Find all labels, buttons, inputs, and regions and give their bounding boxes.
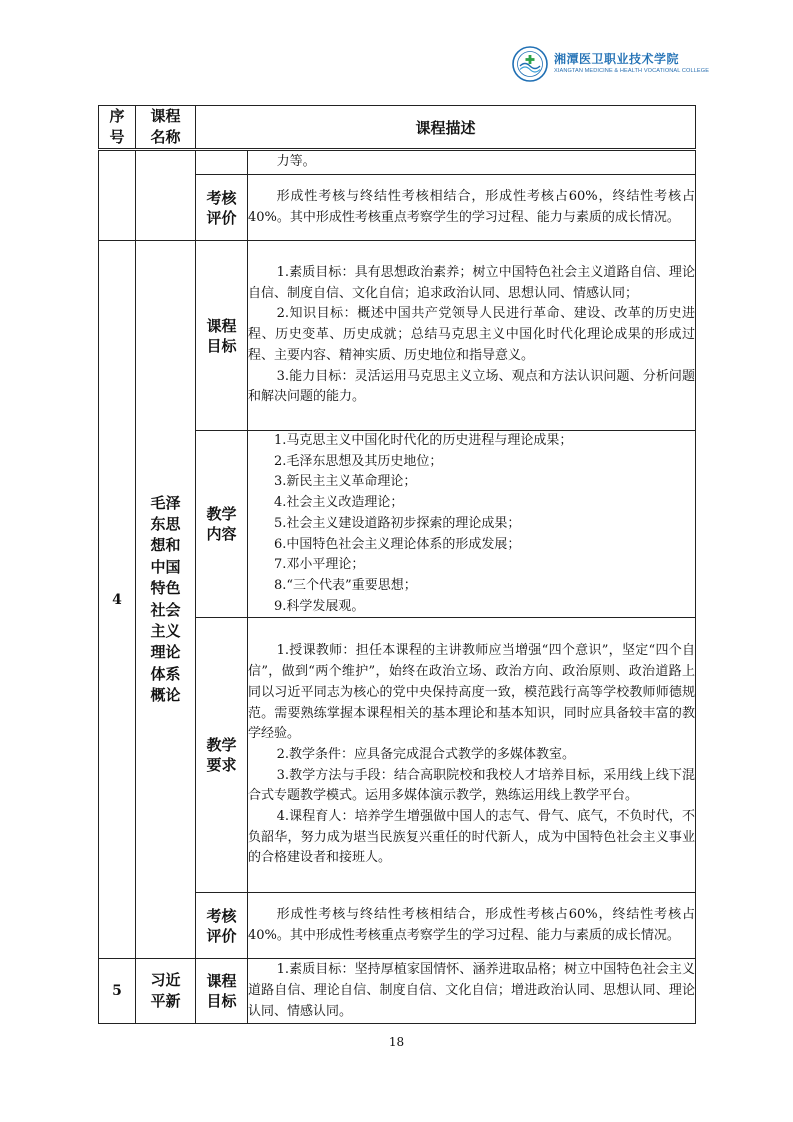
row4-req-3: 3.教学方法与手段：结合高职院校和我校人才培养目标，采用线上线下混合式专题教学模式。运用多媒体演示教学，熟练运用线上教学平台。	[248, 767, 696, 804]
table-row	[99, 241, 696, 431]
row5-goal-label: 课程目标	[206, 972, 237, 1011]
cont-assess-text: 形成性考核与终结性考核相结合，形成性考核占60%，终结性考核占40%。其中形成性考核重点考察学生的学习过程、能力与素质的成长情况。	[248, 188, 696, 225]
school-name-block	[554, 53, 709, 75]
table-header-row	[99, 106, 696, 150]
table-row	[99, 959, 696, 1024]
row4-req-4: 4.课程育人：培养学生增强做中国人的志气、骨气、底气，不负时代，不负韶华，努力成为堪当民族复兴重任的时代新人，成为中国特色社会主义事业的合格建设者和接班人。	[248, 809, 696, 866]
row4-contents-cell	[248, 431, 696, 618]
row4-goal-label-cell	[196, 241, 248, 431]
row4-req-label-cell	[196, 618, 248, 893]
row5-goal-cell	[248, 959, 696, 1024]
header-logo	[512, 44, 712, 84]
header-course-name: 课程名称	[136, 106, 196, 150]
row4-content-3: 3.新民主主义革命理论；	[274, 474, 417, 490]
cont-assess-label-text: 考核评价	[206, 188, 237, 227]
cont-name-cell	[136, 150, 196, 241]
school-emblem-icon	[512, 46, 548, 82]
row4-assess-label-cell	[196, 893, 248, 959]
row4-goal-1: 1.素质目标：具有思想政治素养；树立中国特色社会主义道路自信、理论自信、制度自信、文化自信；追求政治认同、思想认同、情感认同；	[248, 265, 696, 301]
table-row	[99, 150, 696, 175]
course-description-table	[98, 105, 696, 1024]
header-course-description: 课程描述	[196, 106, 696, 150]
row4-goal-label: 课程目标	[206, 316, 237, 355]
cont-tail: 力等。	[276, 154, 316, 170]
row4-reqs-cell	[248, 618, 696, 893]
row4-course-name-cell	[136, 241, 196, 959]
cont-no-cell	[99, 150, 136, 241]
row4-req-2: 2.教学条件：应具备完成混合式教学的多媒体教室。	[276, 746, 575, 762]
cont-assess-label	[196, 175, 248, 241]
cont-empty-label-cell	[196, 150, 248, 175]
row4-req-label: 教学要求	[206, 736, 237, 775]
row4-goal-2: 2.知识目标：概述中国共产党领导人民进行革命、建设、改革的历史进程、历史变革、历史成就；总结马克思主义中国化时代化理论成果的形成过程、主要内容、精神实质、历史地位和指导意义。	[248, 306, 696, 363]
row4-content-6: 6.中国特色社会主义理论体系的形成发展；	[274, 536, 521, 552]
row4-course-name: 毛泽东思想和中国特色社会主义理论体系概论	[150, 493, 181, 705]
row4-req-1: 1.授课教师：担任本课程的主讲教师应当增强“四个意识”，坚定“四个自信”，做到“两个维护”，始终在政治立场、政治方向、政治原则、政治道路上同以习近平同志为核心的党中央保持高度一致，模范践行高等学校教师师德规范。需要熟练掌握本课程相关的基本理论和基本知识，同时应具备较丰富的教学经验。	[248, 643, 696, 742]
row4-goal-3: 3.能力目标：灵活运用马克思主义立场、观点和方法认识问题、分析问题和解决问题的能力。	[248, 368, 696, 405]
row4-assess-label: 考核评价	[206, 906, 237, 945]
row4-content-5: 5.社会主义建设道路初步探索的理论成果；	[274, 515, 521, 531]
row4-content-7: 7.邓小平理论；	[274, 557, 365, 573]
row5-course-name-cell	[136, 959, 196, 1024]
page-number: 18	[388, 1035, 405, 1049]
row4-assess-text: 形成性考核与终结性考核相结合，形成性考核占60%，终结性考核占40%。其中形成性考核重点考察学生的学习过程、能力与素质的成长情况。	[248, 907, 696, 943]
row4-content-label: 教学内容	[206, 505, 237, 544]
cont-assess-cell	[248, 175, 696, 241]
row4-content-4: 4.社会主义改造理论；	[274, 495, 404, 511]
row4-content-9: 9.科学发展观。	[274, 598, 365, 614]
row4-assess-cell	[248, 893, 696, 959]
row5-goal-label-cell	[196, 959, 248, 1024]
row5-goal-text: 1.素质目标：坚持厚植家国情怀、涵养进取品格；树立中国特色社会主义道路自信、理论自信、制度自信、文化自信；增进政治认同、思想认同、理论认同、情感认同。	[248, 962, 696, 1019]
row4-content-1: 1.马克思主义中国化时代化的历史进程与理论成果；	[274, 433, 573, 448]
row5-serial-no: 5	[99, 959, 136, 1024]
cont-tail-text	[248, 150, 696, 175]
row4-serial-no: 4	[99, 241, 136, 959]
school-name-cn: 湘潭医卫职业技术学院	[554, 52, 680, 67]
row4-content-8: 8.“三个代表”重要思想；	[274, 577, 417, 593]
row4-goals-cell	[248, 241, 696, 431]
row5-course-name: 习近平新	[150, 970, 181, 1011]
row4-content-label-cell	[196, 431, 248, 618]
school-name-en: XIANGTAN MEDICINE & HEALTH VOCATIONAL COLLEGE	[554, 68, 710, 75]
row4-content-2: 2.毛泽东思想及其历史地位；	[274, 453, 443, 469]
header-serial-no: 序号	[99, 106, 136, 150]
